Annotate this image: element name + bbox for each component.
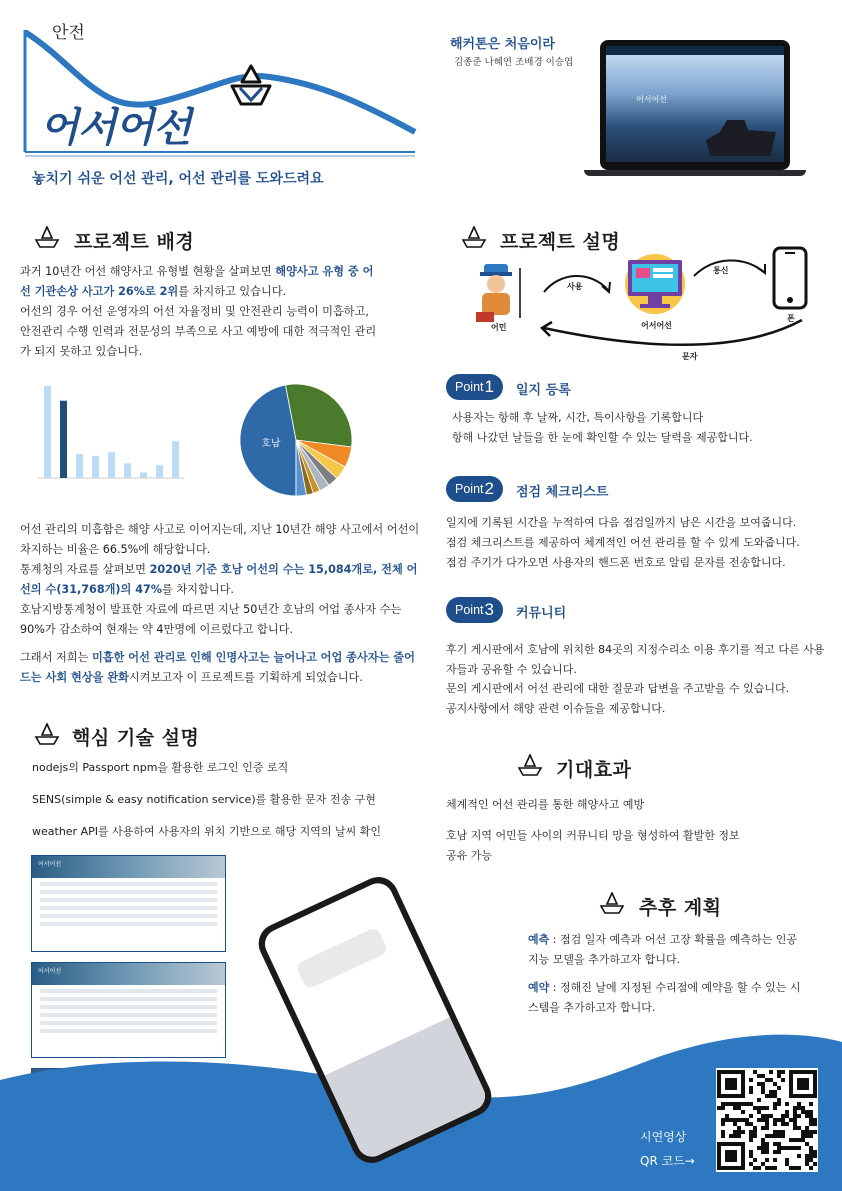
future-text: : 점검 일자 예측과 어선 고장 확률을 예측하는 인공지능 모델을 추가하고자 합니다. (528, 933, 797, 966)
diagram-label-service: 어서어선 (641, 321, 672, 330)
qr-code[interactable] (716, 1068, 818, 1172)
highlight: 미흡한 어선 관리로 인해 인명사고는 늘어나고 어업 종사자는 줄어드는 사회 현상을 완화 (20, 651, 415, 684)
point-1-line-1: 사용자는 항해 후 날짜, 시간, 특이사항을 기록합니다 (452, 411, 704, 424)
background-paragraph-4 (20, 560, 420, 600)
diagram-label-use: 사용 (567, 282, 583, 291)
arrow-comm (690, 254, 770, 280)
point-label: Point (455, 603, 484, 617)
bar (76, 454, 83, 478)
text: 를 차지합니다. (162, 583, 234, 596)
point-2-line-2: 점검 체크리스트를 제공하여 체계적인 어선 관리를 할 수 있게 도와줍니다. (446, 536, 800, 549)
point-number: 1 (484, 377, 494, 396)
laptop-screen (606, 46, 784, 162)
laptop-mockup (600, 40, 790, 170)
section-boat-icon (461, 226, 487, 248)
point-2-line-3: 점검 주기가 다가오면 사용자의 핸드폰 번호로 알림 문자를 전송합니다. (446, 556, 786, 569)
accident-bar-chart (28, 378, 198, 498)
future-term: 예약 (528, 981, 550, 994)
point-number: 3 (484, 600, 494, 619)
region-pie-chart (236, 380, 356, 500)
section-title-future: 추후 계획 (639, 897, 722, 919)
point-title-3: 커뮤니티 (516, 606, 567, 621)
section-title-background: 프로젝트 배경 (74, 231, 195, 253)
bar (172, 441, 179, 478)
section-title-tech: 핵심 기술 설명 (72, 727, 200, 749)
point-2-line-1: 일지에 기록된 시간을 누적하여 다음 점검일까지 남은 시간을 보여줍니다. (446, 516, 797, 529)
demo-video-label: 시연영상 (640, 1130, 687, 1144)
background-paragraph-1 (20, 262, 380, 302)
bar (140, 472, 147, 478)
section-boat-icon (599, 892, 625, 914)
section-boat-icon (34, 226, 60, 248)
bar (92, 456, 99, 478)
diagram-label-sms: 문자 (682, 352, 698, 361)
future-item-2 (528, 978, 808, 1018)
background-paragraph-3: 어선 관리의 미흡함은 해양 사고로 이어지는데, 지난 10년간 해양 사고에서 어선이 차지하는 비율은 66.5%에 해당합니다. (20, 523, 420, 556)
future-term: 예측 (528, 933, 550, 946)
background-paragraph-5: 호남지방통계청이 발표한 자료에 따르면 지난 50년간 호남의 어업 종사자 수는 90%가 감소하여 현재는 약 4만명에 이르렀다고 합니다. (20, 603, 402, 636)
point-label: Point (455, 482, 484, 496)
app-screenshot-1 (31, 855, 226, 952)
background-paragraph-6 (20, 648, 420, 688)
pie-slice (286, 384, 352, 447)
point-title-2: 점검 체크리스트 (516, 485, 609, 500)
safety-label: 안전 (52, 23, 85, 43)
background-paragraph-2: 어선의 경우 어선 운영자의 어선 자율정비 및 안전관리 능력이 미흡하고, 안전관리 수행 인력과 전문성의 부족으로 사고 예방에 대한 적극적인 관리가 되지 못하고 있습니다. (20, 305, 377, 358)
pie-label: 호남 (261, 438, 281, 450)
phone-icon (772, 246, 808, 310)
tech-item-2: SENS(simple & easy notification service)를 활용한 문자 전송 구현 (32, 793, 376, 806)
laptop-screen-title: 어서어선 (636, 95, 667, 104)
text: 통계청의 자료를 살펴보면 (20, 563, 150, 576)
bar (60, 401, 67, 478)
bar (124, 463, 131, 478)
point-number: 2 (484, 479, 494, 498)
highlight: 해양사고 유형 중 어선 기관손상 사고가 26%로 2위 (20, 265, 374, 298)
point-label: Point (455, 380, 484, 394)
logo-boat-icon (228, 64, 274, 108)
effect-item-1: 체계적인 어선 관리를 통한 해양사고 예방 (446, 798, 645, 811)
bar (108, 452, 115, 478)
highlight: 2020년 기준 호남 어선의 수는 15,084개로, 전체 어선의 수(31,768개)의 47% (20, 563, 418, 596)
point-3-line-1: 후기 게시판에서 호남에 위치한 84곳의 지정수리소 이용 후기를 적고 다른 사용자들과 공유할 수 있습니다. (446, 643, 825, 676)
section-title-effects: 기대효과 (556, 759, 632, 781)
bar (44, 386, 51, 478)
diagram-label-comm: 통신 (713, 266, 729, 275)
future-item-1 (528, 930, 798, 970)
tagline: 놓치기 쉬운 어선 관리, 어선 관리를 도와드려요 (32, 171, 324, 187)
laptop-base (584, 170, 806, 176)
screenshot-title: 어서어선 (38, 861, 62, 868)
screenshot-title: 어서어선 (38, 968, 62, 975)
effect-item-2: 호남 지역 어민들 사이의 커뮤니티 망을 형성하여 활발한 정보 공유 가능 (446, 829, 740, 862)
logo-title: 어서어선 (40, 105, 191, 151)
arrow-sms (534, 316, 808, 356)
point-1-line-2: 항해 나갔던 날들을 한 눈에 확인할 수 있는 달력을 제공합니다. (452, 431, 753, 444)
bar (156, 465, 163, 478)
team-name: 해커톤은 처음이라 (450, 37, 555, 52)
tech-item-1: nodejs의 Passport npm을 활용한 로그인 인증 로직 (32, 761, 289, 774)
point-title-1: 일지 등록 (516, 383, 571, 398)
text: 과거 10년간 어선 해양사고 유형별 현황을 살펴보면 (20, 265, 276, 278)
text: 그래서 저희는 (20, 651, 92, 664)
section-boat-icon (34, 723, 60, 745)
service-monitor-icon (620, 252, 690, 316)
point-badge-3 (446, 597, 503, 623)
text: 를 차지하고 있습니다. (178, 285, 287, 298)
point-3-line-2: 문의 게시판에서 어선 관리에 대한 질문과 답변을 주고받을 수 있습니다. (446, 682, 790, 695)
team-members: 김종준 나혜연 조배경 이승엽 (454, 57, 574, 68)
section-boat-icon (517, 754, 543, 776)
section-title-description: 프로젝트 설명 (500, 231, 621, 253)
point-badge-1 (446, 374, 503, 400)
fisherman-icon (470, 262, 530, 324)
ship-silhouette (706, 116, 776, 156)
point-badge-2 (446, 476, 503, 502)
diagram-label-fisher: 어민 (491, 323, 507, 332)
point-3-line-3: 공지사항에서 해양 관련 이슈들을 제공합니다. (446, 702, 666, 715)
diagram-label-phone: 폰 (787, 314, 795, 323)
text: 시켜보고자 이 프로젝트를 기획하게 되었습니다. (128, 671, 363, 684)
future-text: : 정해진 날에 지정된 수리점에 예약을 할 수 있는 시스템을 추가하고자 합니다. (528, 981, 801, 1014)
tech-item-3: weather API를 사용하여 사용자의 위치 기반으로 해당 지역의 날씨 확인 (32, 825, 381, 838)
qr-label[interactable]: QR 코드→ (640, 1154, 695, 1168)
